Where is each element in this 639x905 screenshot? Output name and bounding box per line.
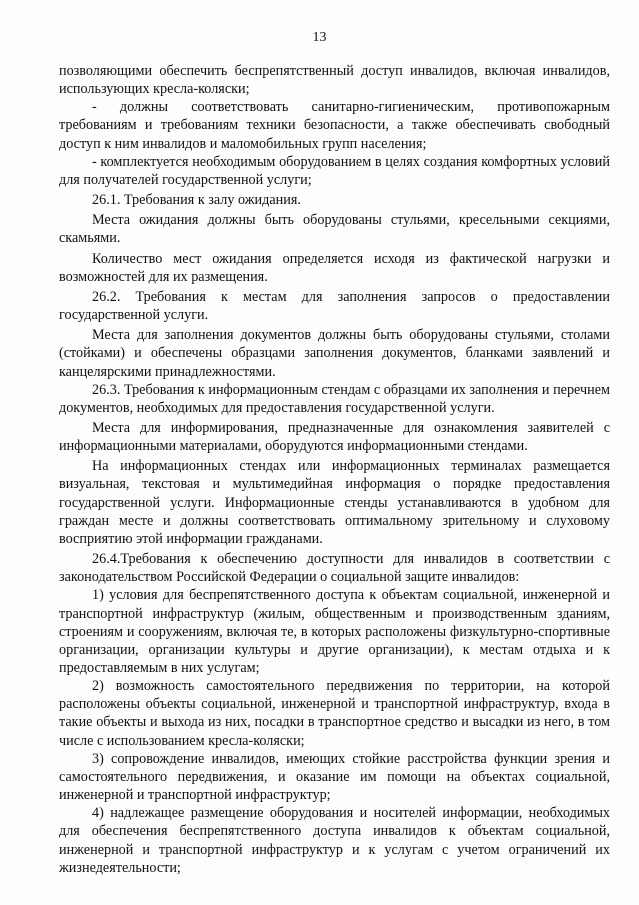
paragraph-form-filling-places: Места для заполнения документов должны быть оборудованы стульями, столами (стойками) и обеспечены образцами заполнения документов, бланками заявлений и канцелярскими принадлежностями. [59, 327, 610, 380]
paragraph-waiting-count: Количество мест ожидания определяется исходя из фактической нагрузки и возможностей для их размещения. [59, 250, 610, 285]
list-item-1: 1) условия для беспрепятственного доступа к объектам социальной, инженерной и транспортной инфраструктур (жилым, общественным и производственным зданиям, строениям и сооружениям, включая те, в которых расположены физкультурно-спортивные организации, организации культуры и другие организации), к местам отдыха и к предоставляемым в них услугам; [59, 587, 610, 676]
section-heading-26-1: 26.1. Требования к залу ожидания. [92, 192, 301, 209]
list-item-2: 2) возможность самостоятельного передвижения по территории, на которой расположены объекты социальной, инженерной и транспортной инфраструктур, входа в такие объекты и выхода из них, посадки в транспортное средство и высадки из него, в том числе с использованием кресла-коляски; [59, 678, 610, 749]
paragraph-sanitary-requirements: - должны соответствовать санитарно-гигиеническим, противопожарным требованиям и требованиям техники безопасности, а также обеспечивать свободный доступ к ним инвалидов и маломобильных групп населения; [59, 99, 610, 152]
list-item-3: 3) сопровождение инвалидов, имеющих стойкие расстройства функции зрения и самостоятельного передвижения, и оказание им помощи на объектах социальной, инженерной и транспортной инфраструктур; [59, 750, 610, 804]
paragraph-waiting-places: Места ожидания должны быть оборудованы стульями, кресельными секциями, скамьями. [59, 212, 610, 247]
paragraph-information-stands: На информационных стендах или информационных терминалах размещается визуальная, текстовая и мультимедийная информация о порядке предоставления государственной услуги. Информационные стенды устанавливаются в удобном для граждан месте и должны соответствовать оптимальному зрительному и слуховому восприятию этой информации гражданами. [59, 458, 610, 547]
section-heading-26-3: 26.3. Требования к информационным стендам с образцами их заполнения и перечнем документов, необходимых для предоставления государственной услуги. [59, 381, 610, 416]
list-item-4: 4) надлежащее размещение оборудования и носителей информации, необходимых для обеспечения беспрепятственного доступа инвалидов к объектам социальной, инженерной и транспортной инфраструктур и к услугам с учетом ограничений их жизнедеятельности; [59, 805, 610, 876]
section-heading-26-2: 26.2. Требования к местам для заполнения запросов о предоставлении государственной услуги. [59, 288, 610, 324]
document-body [59, 62, 610, 877]
paragraph-information-places: Места для информирования, предназначенные для ознакомления заявителей с информационными материалами, оборудуются информационными стендами. [59, 419, 610, 455]
paragraph-continuation: позволяющими обеспечить беспрепятственный доступ инвалидов, включая инвалидов, использующих кресла-коляски; [59, 63, 610, 98]
paragraph-equipment: - комплектуется необходимым оборудованием в целях создания комфортных условий для получателей государственной услуги; [59, 153, 610, 188]
page-number: 13 [312, 30, 327, 45]
section-heading-26-4: 26.4.Требования к обеспечению доступности для инвалидов в соответствии с законодательством Российской Федерации о социальной защите инвалидов: [59, 551, 610, 586]
